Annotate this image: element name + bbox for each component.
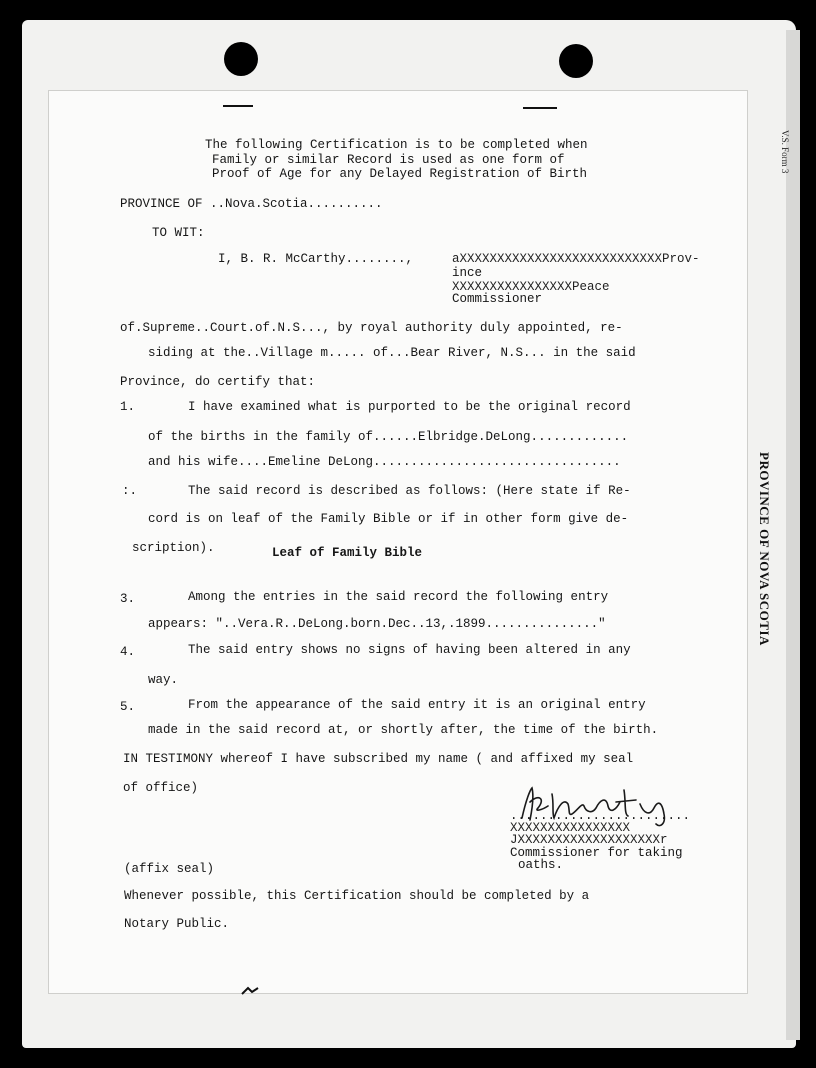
province-certify-line: Province, do certify that:	[120, 375, 316, 389]
signature-commissioner-1: Commissioner for taking	[510, 846, 683, 860]
footer-line-1: Whenever possible, this Certification should be completed by a	[124, 889, 590, 903]
item-4-number: 4.	[120, 645, 136, 659]
office-struck-1: aXXXXXXXXXXXXXXXXXXXXXXXXXXXProv-	[452, 252, 700, 266]
item-1-number: 1.	[120, 400, 136, 414]
office-struck-2: ince	[452, 266, 483, 280]
item-1-line-1: I have examined what is purported to be the original record	[188, 400, 631, 414]
item-3-line-2: appears: "..Vera.R..DeLong.born.Dec..13,.1899..............."	[148, 617, 606, 631]
office-struck-3: XXXXXXXXXXXXXXXXPeace	[452, 280, 610, 294]
item-4-line-2: way.	[148, 673, 179, 687]
signature-struck-1: XXXXXXXXXXXXXXXX	[510, 821, 631, 835]
page-edge-shadow	[786, 30, 800, 1040]
item-5-line-1: From the appearance of the said entry it is an original entry	[188, 698, 646, 712]
item-5-line-2: made in the said record at, or shortly after, the time of the birth.	[148, 723, 659, 737]
item-5-number: 5.	[120, 700, 136, 714]
residing-line: siding at the..Village m..... of...Bear River, N.S... in the said	[148, 346, 636, 360]
header-mark-left	[223, 105, 253, 107]
item-2-line-1: The said record is described as follows: (Here state if Re-	[188, 484, 631, 498]
signature-dots: ........................	[510, 809, 691, 823]
signature-commissioner-2: oaths.	[518, 858, 564, 872]
of-court-line: of.Supreme..Court.of.N.S..., by royal authority duly appointed, re-	[120, 321, 623, 335]
item-2-value: Leaf of Family Bible	[272, 546, 423, 560]
declarant-line: I, B. R. McCarthy........,	[218, 252, 414, 266]
testimony-line-2: of office)	[123, 781, 199, 795]
province-line: PROVINCE OF ..Nova.Scotia..........	[120, 197, 383, 211]
header-mark-right	[523, 107, 557, 109]
footer-line-2: Notary Public.	[124, 917, 230, 931]
office-commissioner: Commissioner	[452, 292, 543, 306]
binder-hole-right	[559, 44, 593, 78]
header-line-2: Family or similar Record is used as one form of	[212, 153, 565, 167]
header-line-1: The following Certification is to be completed when	[205, 138, 588, 152]
binder-hole-left	[224, 42, 258, 76]
item-1-line-3: and his wife....Emeline DeLong.................................	[148, 455, 621, 469]
item-1-line-2: of the births in the family of......Elbridge.DeLong.............	[148, 430, 629, 444]
item-3-line-1: Among the entries in the said record the following entry	[188, 590, 609, 604]
form-number: V.S. Form 3	[780, 130, 790, 174]
signature-struck-2: JXXXXXXXXXXXXXXXXXXXr	[510, 833, 668, 847]
item-3-number: 3.	[120, 592, 136, 606]
bottom-mark-icon	[238, 984, 262, 1000]
item-2-line-2: cord is on leaf of the Family Bible or if in other form give de-	[148, 512, 629, 526]
affix-seal-label: (affix seal)	[124, 862, 215, 876]
header-line-3: Proof of Age for any Delayed Registration of Birth	[212, 167, 588, 181]
testimony-line-1: IN TESTIMONY whereof I have subscribed my name ( and affixed my seal	[123, 752, 634, 766]
to-wit-label: TO WIT:	[152, 226, 205, 240]
item-2-line-3: scription).	[132, 541, 215, 555]
province-side-label: PROVINCE OF NOVA SCOTIA	[757, 452, 772, 646]
item-2-number: :.	[122, 484, 138, 498]
item-4-line-1: The said entry shows no signs of having been altered in any	[188, 643, 631, 657]
